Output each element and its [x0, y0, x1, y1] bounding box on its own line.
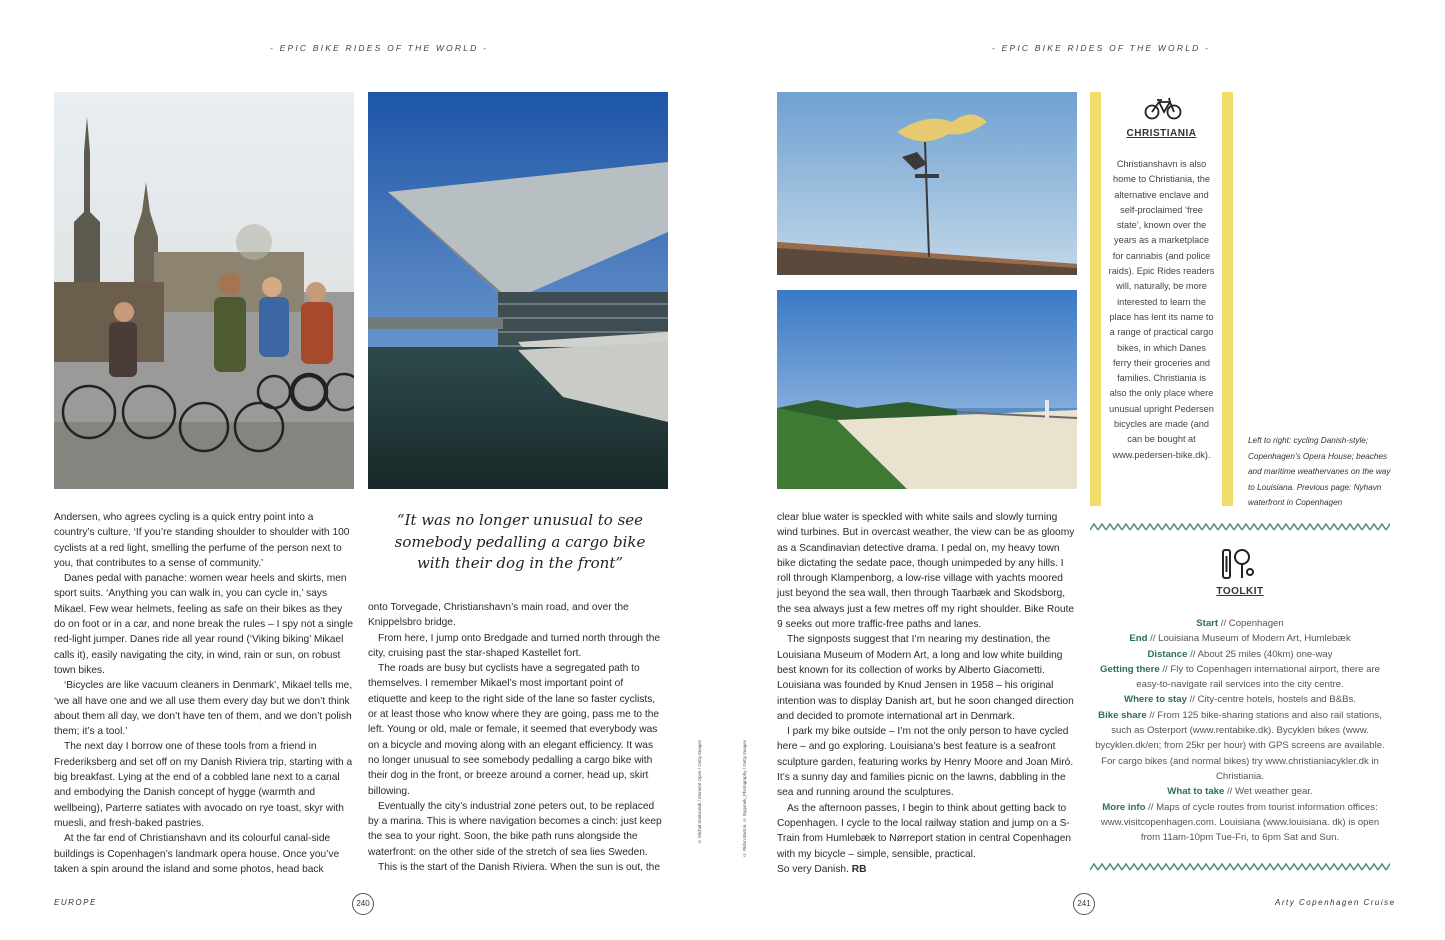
sidebar-border-left: [1090, 92, 1101, 506]
toolkit-item-end: [1095, 631, 1385, 646]
decorative-divider-bottom: [1090, 862, 1390, 872]
paragraph: I park my bike outside – I’m not the only person to have cycled here – and go exploring. Louisiana’s best feature is a seafront sculpture garden, featuring works by Henry Moore and Joan Miró. It’s a sunny day and families picnic on the lawns, dabbling in the sea and running around the sculptures.: [777, 726, 1074, 799]
toolkit-value: // Fly to Copenhagen international airport, there are easy-to-navigate rail services into the city centre.: [1136, 663, 1380, 691]
paragraph: The next day I borrow one of these tools from a friend in Frederiksberg and set off on my Danish Riviera trip, starting with a big breakfast. Lying at the end of a cobbled lane next to a canal and embodying the Danish concept of hygge (warmth and wellbeing), Parterre satiates with avocado on rye toast, skyr with muesli, and fresh-baked pastries.: [54, 741, 353, 829]
photo-credit-right: © Ridon Barton, © Bygonek_Photography / Getty Images: [742, 740, 747, 858]
paragraph: clear blue water is speckled with white sails and slowly turning wind turbines. But in overcast weather, the view can be as gloomy as a Scandinavian detective drama. I pedal on, my heavy town bike dictating the sedate pace, though unimpeded by any hills. I roll through Klampenborg, a low-rise village with yachts moored just beyond the sea wall, then through Taarbæk and Skodsborg, the sea always just a few metres off my right shoulder. Bike Route 9 seeks out more traffic-free paths and lanes.: [777, 512, 1075, 631]
paragraph: As the afternoon passes, I begin to think about getting back to Copenhagen. I cycle to the local railway station and jump on a S-Train from Humlebæk to Nørreport station in central Copenhagen with my bicycle – simple, sensible, practical.: [777, 802, 1072, 860]
running-head-left: - EPIC BIKE RIDES OF THE WORLD -: [270, 43, 489, 53]
running-head-right: - EPIC BIKE RIDES OF THE WORLD -: [992, 43, 1211, 53]
paragraph: Eventually the city’s industrial zone peters out, to be replaced by a marina. This is where navigation becomes a cinch: just keep the sea to your right. Soon, the bike path runs alongside the waterfront: on the other side of the stretch of sea lies Sweden.: [368, 800, 662, 858]
toolkit-value: // Maps of cycle routes from tourist information offices: www.visitcopenhagen.com. Louisiana (www.louisiana. dk) is open from 11am-10pm Tue-Fri, to 6pm Sat and Sun.: [1100, 801, 1380, 844]
paragraph: The signposts suggest that I’m nearing my destination, the Louisiana Museum of Modern Art, a long and low white building best known for its collection of works by Alberto Giacometti. Louisiana was founded by Knud Jensen in 1958 – his original intention was to display Danish art, but he soon changed direction and decided to promote international art in Denmark.: [777, 634, 1074, 722]
toolkit-value: // From 125 bike-sharing stations and also rail stations, such as Osterport (www.rentabike.dk). Bycyklen bikes (www. bycyklen.dk/en; from 25kr per hour) with GPS screens are available. For cargo bikes (and normal bikes) try www.christianiacykler.dk in Christiania.: [1095, 709, 1385, 782]
paragraph: ‘Bicycles are like vacuum cleaners in Denmark’, Mikael tells me, ‘we all have one and we all use them every day but we don’t think about them all day, we don’t have ten of them, and we don’t polish them; it’s a tool.’: [54, 680, 353, 738]
toolkit-item-distance: [1095, 647, 1385, 662]
toolkit-label: Bike share: [1098, 709, 1147, 721]
paragraph: This is the start of the Danish Riviera. When the sun is out, the: [378, 862, 660, 874]
decorative-divider-top: [1090, 522, 1390, 532]
toolkit-item-what-to-take: [1095, 784, 1385, 799]
weathervane-photo: [777, 92, 1077, 275]
page-number-right: 241: [1073, 893, 1095, 915]
toolkit-label: More info: [1102, 801, 1146, 813]
left-column-text: [54, 510, 354, 877]
toolkit-item-getting-there: [1095, 662, 1385, 693]
right-column-text: [777, 510, 1077, 877]
page-number-left: 240: [352, 893, 374, 915]
bicycle-icon: [1144, 96, 1182, 120]
sidebar-text: Christianshavn is also home to Christiania, the alternative enclave and self-proclaimed ‘free state’, known over the years as a marketplace for cannabis (and police raids). Epic Rides readers will, naturally, be more interested to learn the place has lent its name to a range of practical cargo bikes, in which Danes ferry their groceries and families. Christiania is also the only place where unusual upright Pedersen bicycles are made (and can be bought at www.pedersen-bike.dk).: [1108, 159, 1215, 460]
footer-title: Arty Copenhagen Cruise: [1275, 898, 1396, 907]
paragraph: onto Torvegade, Christianshavn’s main road, and over the Knippelsbro bridge.: [368, 602, 629, 629]
toolkit-item-bike-share: [1095, 708, 1385, 784]
toolkit-label: What to take: [1167, 786, 1225, 798]
photo-credit-left: © Michał Krakowiak / Moment Open / Getty Images: [697, 740, 702, 845]
toolkit-label: Where to stay: [1124, 694, 1187, 706]
toolkit-label: Start: [1196, 618, 1219, 629]
beach-photo: [777, 290, 1077, 489]
paragraph: Andersen, who agrees cycling is a quick entry point into a country’s culture. ‘If you’re standing shoulder to shoulder with 100 cyclists at a red light, smelling the perfume of the person next to you, that contributes to a sense of community.’: [54, 512, 350, 569]
cyclists-photo: [54, 92, 354, 489]
pull-quote: “It was no longer unusual to see somebody pedalling a cargo bike with their dog in the front”: [394, 511, 646, 572]
sidebar-title: CHRISTIANIA: [1126, 128, 1197, 139]
tools-icon: [1220, 546, 1256, 582]
toolkit-value: // City-centre hotels, hostels and B&Bs.: [1186, 694, 1356, 706]
closing-line: So very Danish.: [777, 863, 849, 875]
toolkit-title: TOOLKIT: [1216, 586, 1264, 597]
toolkit-label: Distance: [1147, 648, 1188, 660]
photo-caption: Left to right: cycling Danish-style; Copenhagen’s Opera House; beaches and maritime weathervanes on the way to Louisiana. Previous page: Nyhavn waterfront in Copenhagen: [1248, 436, 1391, 507]
paragraph: The roads are busy but cyclists have a segregated path to themselves. I remember Mikael’s most important point of etiquette and keep to the right side of the lane so faster cyclists, or at least those who know where they are going, pass me to the left. Young or old, male or female, it seemed that everybody was on a bicycle and moving along with an elegant efficiency. It was no longer unusual to see somebody pedalling a cargo bike with their dog in the front, or breeze around a corner, head up, skirt billowing.: [368, 663, 660, 797]
toolkit-label: Getting there: [1100, 663, 1160, 675]
closing-paragraph: [777, 862, 1077, 877]
opera-house-photo: [368, 92, 668, 489]
paragraph: From here, I jump onto Bredgade and turned north through the city, cruising past the star-shaped Kastellet fort.: [368, 632, 661, 659]
toolkit-value: // About 25 miles (40km) one-way: [1187, 648, 1333, 660]
paragraph: At the far end of Christianshavn and its colourful canal-side buildings is Copenhagen’s landmark opera house. Once you’ve taken a spin around the island and some photos, head back: [54, 833, 340, 875]
sidebar-border-right: [1222, 92, 1233, 506]
middle-column-text: [368, 600, 663, 875]
toolkit-value: // Wet weather gear.: [1224, 786, 1313, 798]
toolkit-item-more-info: [1095, 800, 1385, 846]
toolkit-list: [1095, 616, 1385, 845]
christiania-sidebar: [1090, 92, 1233, 506]
toolkit-value: // Louisiana Museum of Modern Art, Humlebæk: [1147, 633, 1351, 645]
toolkit-item-where-to-stay: [1095, 692, 1385, 707]
paragraph: Danes pedal with panache: women wear heels and skirts, men sport suits. ‘Anything you can walk in, you can cycle in,’ says Mikael. Few wear helmets, feeling as safe on their bikes as they do on foot or in a car, and none break the rules – I spy not a single red-light jumper. Danes ride all year round (‘Viking biking’ Mikael calls it), easily navigating the city, in wind, rain or sun, on robust town bikes.: [54, 573, 354, 676]
toolkit-label: End: [1129, 633, 1148, 645]
footer-section: EUROPE: [54, 898, 97, 907]
toolkit-item-start: [1095, 616, 1385, 631]
byline: RB: [851, 863, 867, 875]
toolkit-value: // Copenhagen: [1218, 618, 1284, 629]
